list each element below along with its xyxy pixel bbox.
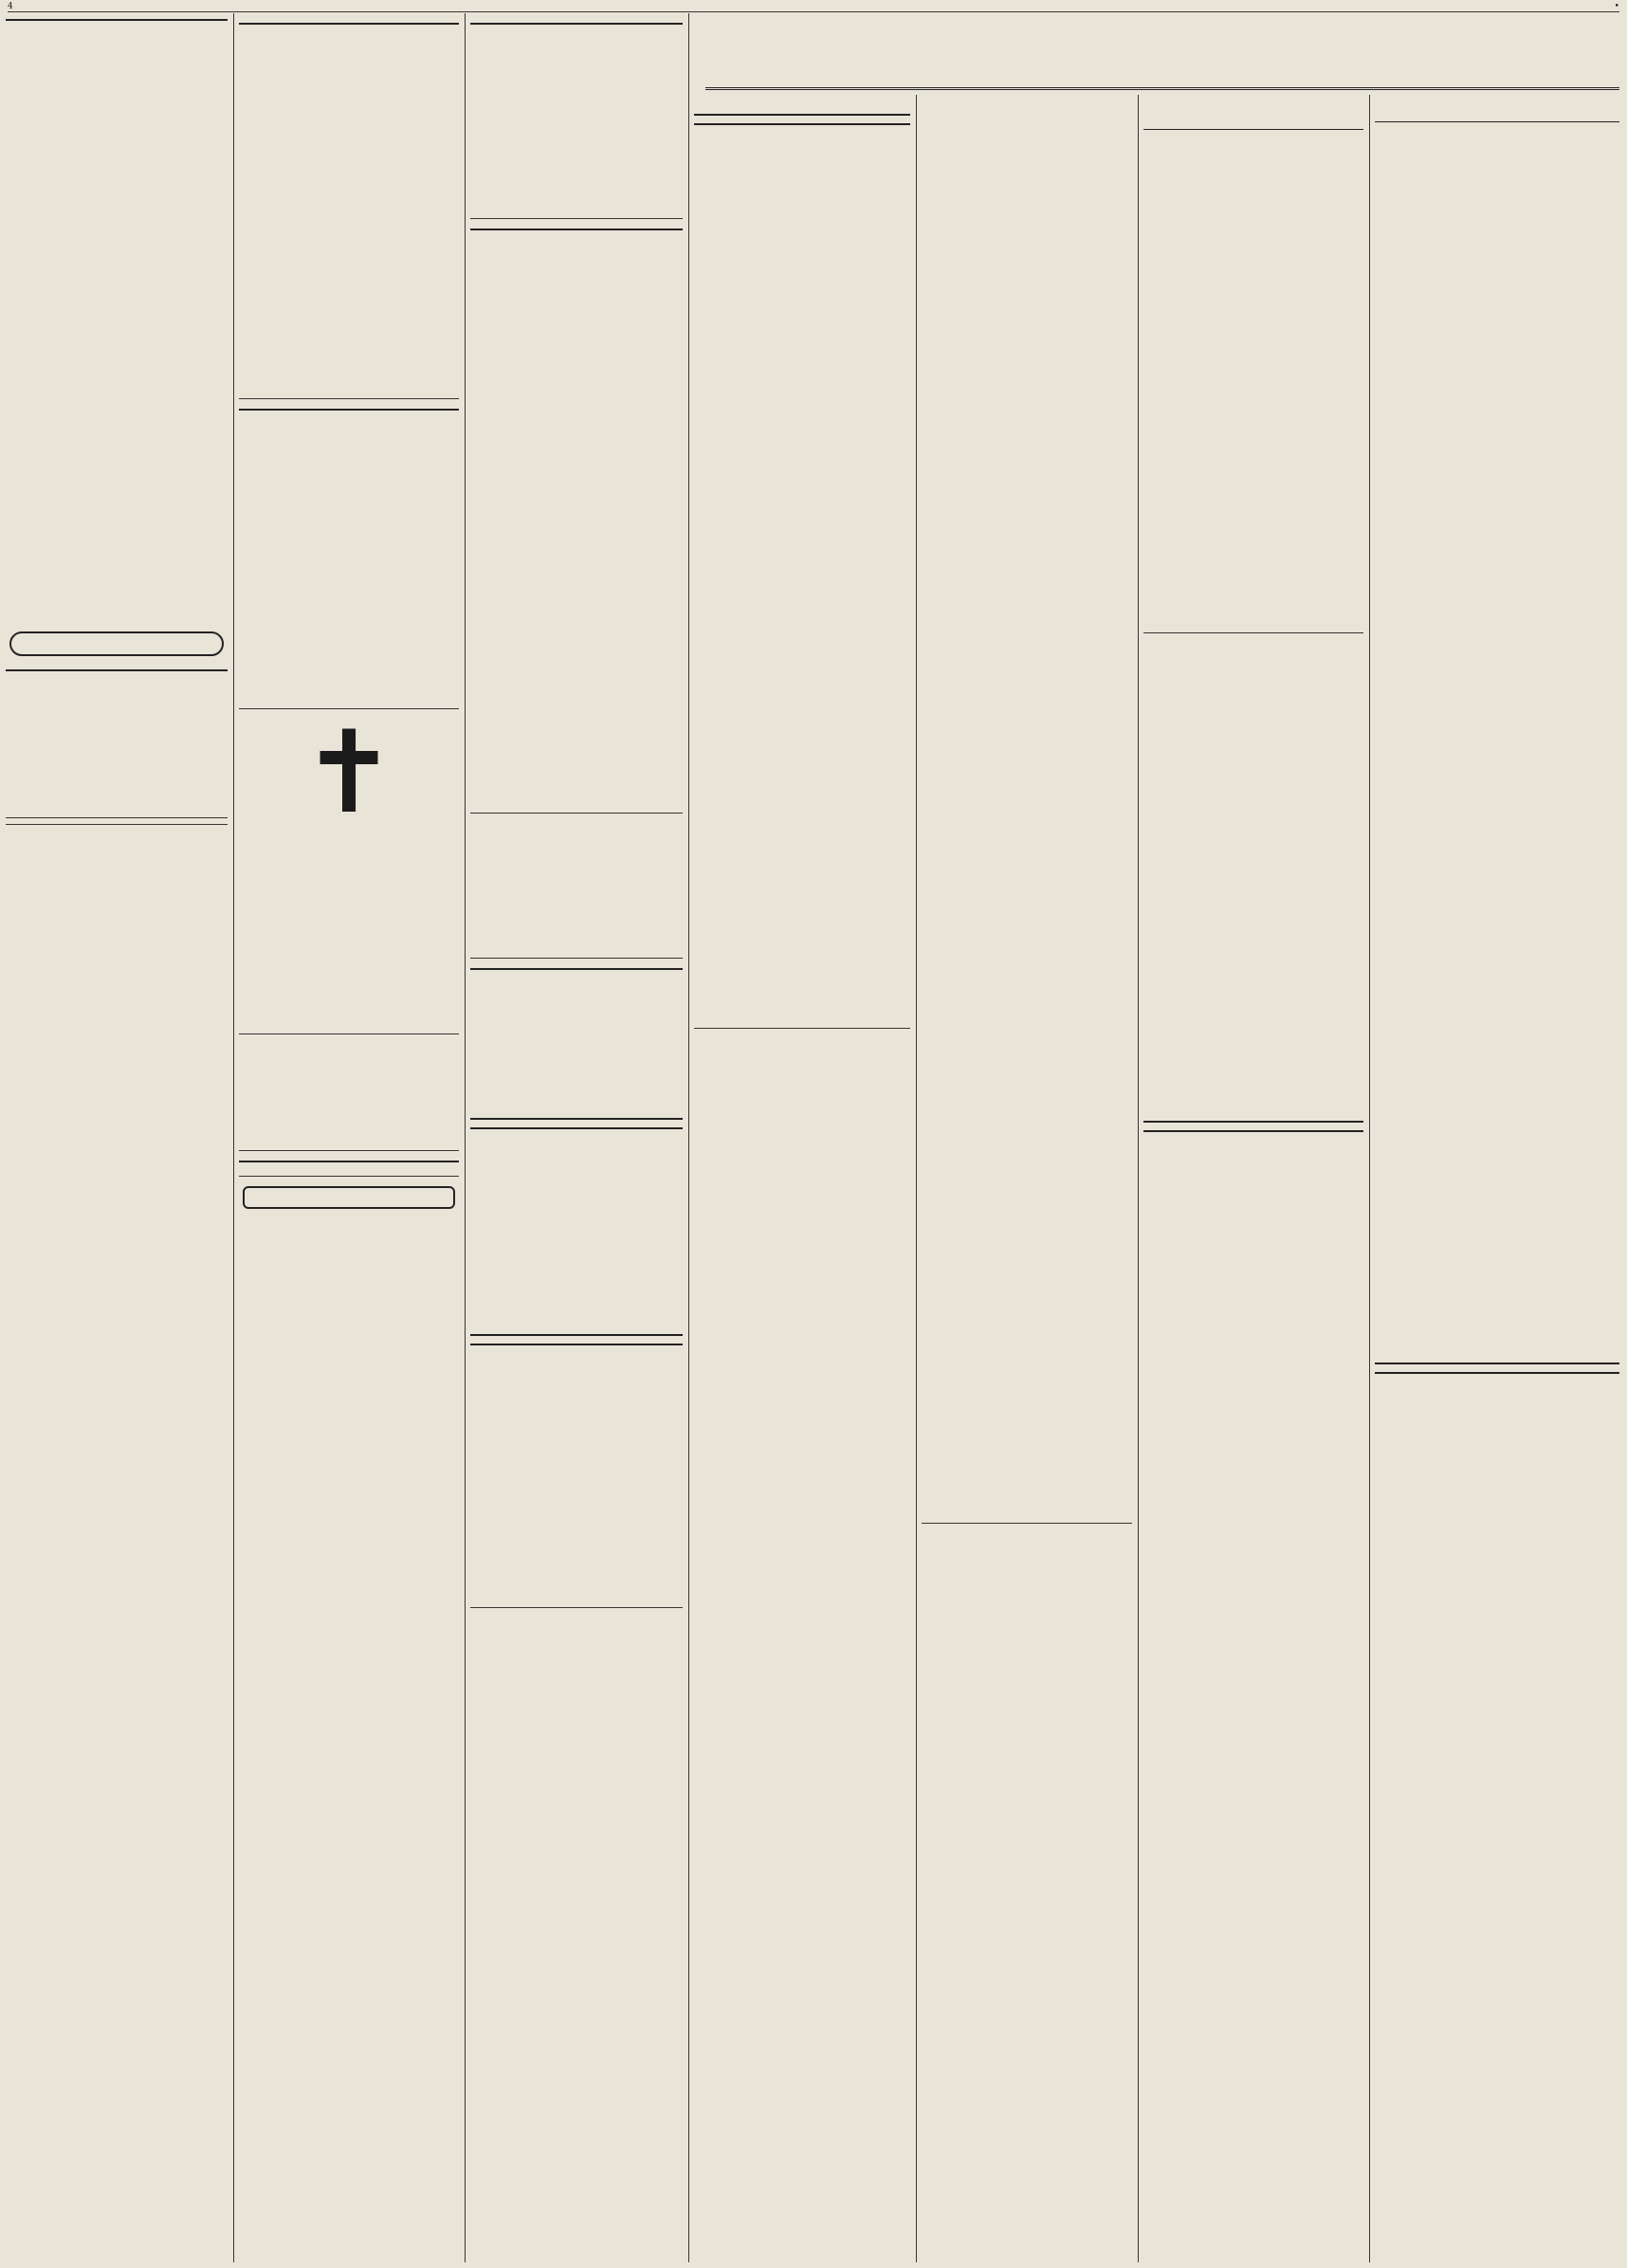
limpeza-text xyxy=(470,32,683,212)
festejos-text xyxy=(470,978,683,1110)
festejos-title xyxy=(470,964,683,970)
column-rule xyxy=(916,95,917,2262)
outubro-text xyxy=(694,131,910,1022)
obituary-cross-icon: ✝ xyxy=(301,707,397,839)
sport-title xyxy=(6,19,228,21)
limpeza-title xyxy=(470,19,683,25)
tentativa-text xyxy=(470,1545,683,1601)
column-5-outubro xyxy=(694,95,910,2262)
column-rule xyxy=(465,13,466,2262)
poeira-text xyxy=(470,1137,683,1326)
column-lagrimas xyxy=(1375,95,1619,2262)
festas-title xyxy=(6,666,228,671)
col5-text xyxy=(922,95,1132,1517)
column-rule xyxy=(1369,95,1370,2262)
masthead-right-marker: • xyxy=(1614,2,1619,11)
presidente-title xyxy=(1143,95,1363,130)
column-sport xyxy=(6,13,228,2262)
lagrimas-title xyxy=(1375,95,1619,122)
column-news-5 xyxy=(922,95,1132,2262)
brazil-text xyxy=(1143,639,1363,1113)
column-sinapismos xyxy=(239,13,459,2262)
sargentos-text xyxy=(470,238,683,807)
column-presidente xyxy=(1143,95,1363,2262)
column-rule xyxy=(1138,95,1139,2262)
theatro-ad xyxy=(243,1186,455,1209)
grippe-title xyxy=(239,405,459,411)
indultos-text xyxy=(694,1034,910,1888)
column-limpeza xyxy=(470,13,683,2262)
sinapismos-poem xyxy=(239,32,459,393)
football-text xyxy=(6,176,228,622)
wilson-text xyxy=(470,1444,683,1539)
grippe-text xyxy=(239,418,459,703)
poeira-title xyxy=(470,1118,683,1129)
homenagem-text xyxy=(922,1529,1132,2098)
telegrapho-title xyxy=(470,1334,683,1345)
pe-de-meia-text xyxy=(6,831,228,1039)
tsf-title xyxy=(1143,1121,1363,1132)
sinapismos-title xyxy=(239,19,459,25)
loteria-title xyxy=(239,1157,459,1162)
politica-title xyxy=(1375,1363,1619,1374)
obituary-text xyxy=(239,838,459,1028)
column-rule xyxy=(688,13,689,2262)
tsf-text xyxy=(1143,1140,1363,1282)
section-header xyxy=(705,15,1619,90)
festas-text xyxy=(6,679,228,812)
column-rule xyxy=(233,13,234,2262)
congresso-text xyxy=(1375,1381,1619,1685)
masthead-top xyxy=(8,2,1619,12)
museu-text xyxy=(239,1040,459,1144)
outubro-headline xyxy=(694,114,910,125)
presidente-text xyxy=(1143,134,1363,627)
raid-text xyxy=(1375,1691,1619,1804)
masthead-left-marker: 4 xyxy=(8,2,13,11)
belgica-text xyxy=(1143,1287,1363,1429)
touradas-text xyxy=(470,819,683,952)
lagrimas-text xyxy=(1375,122,1619,1355)
coliseu-ad xyxy=(9,631,224,656)
natacao-text-cont xyxy=(6,28,228,171)
sargentos-title xyxy=(470,225,683,230)
crise-text xyxy=(470,1353,683,1438)
